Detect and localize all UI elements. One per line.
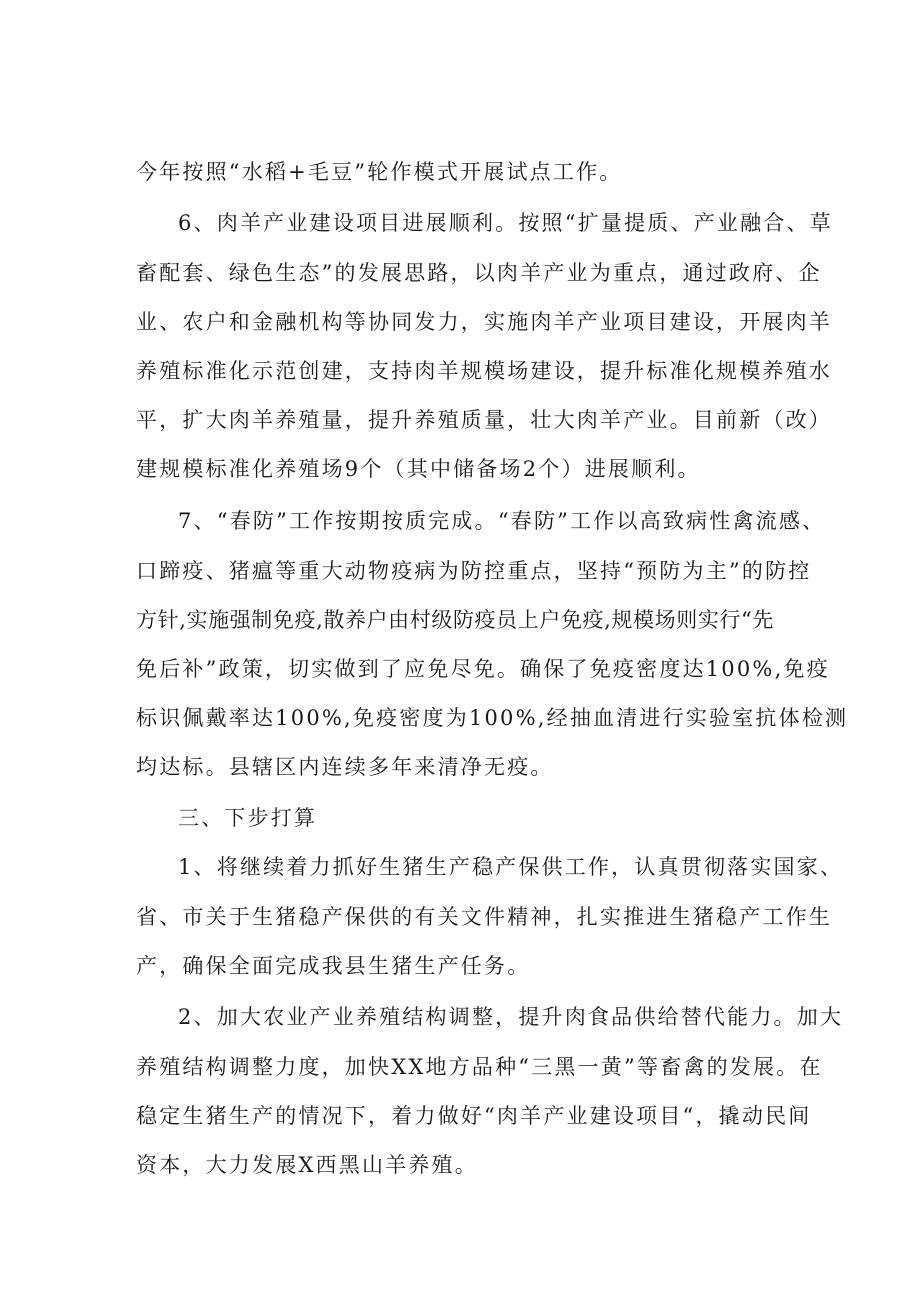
- paragraph-5-tail: 今年按照“水稻+毛豆”轮作模式开展试点工作。: [136, 160, 623, 184]
- paragraph-7-line-5: 标识佩戴率达100%,免疫密度为100%,经抽血清进行实验室抗体检测: [136, 706, 849, 730]
- paragraph-7-line-2: 口蹄疫、猪瘟等重大动物疫病为防控重点，坚持“预防为主”的防控: [136, 559, 812, 583]
- paragraph-6-line-3: 业、农户和金融机构等协同发力，实施肉羊产业项目建设，开展肉羊: [136, 310, 832, 334]
- next-step-1-line-1: 1、将继续着力抓好生猪生产稳产保供工作，认真贯彻落实国家、: [178, 855, 844, 879]
- next-step-1-line-3: 产，确保全面完成我县生猪生产任务。: [136, 954, 531, 978]
- next-step-2-line-3: 稳定生猪生产的情况下，着力做好“肉羊产业建设项目“，撬动民间: [136, 1104, 812, 1128]
- next-step-2-line-4: 资本，大力发展X西黑山羊养殖。: [136, 1153, 478, 1177]
- next-step-2-line-1: 2、加大农业产业养殖结构调整，提升肉食品供给替代能力。加大: [178, 1005, 844, 1029]
- next-step-2-line-2: 养殖结构调整力度，加快XX地方品种“三黑一黄”等畜禽的发展。在: [136, 1055, 823, 1079]
- paragraph-7-line-6: 均达标。县辖区内连续多年来清净无疫。: [136, 755, 554, 779]
- paragraph-7-line-3: 方针,实施强制免疫,散养户由村级防疫员上户免疫,规模场则实行“先: [136, 608, 774, 632]
- next-step-1-line-2: 省、市关于生猪稳产保供的有关文件精神，扎实推进生猪稳产工作生: [136, 905, 832, 929]
- paragraph-7-line-1: 7、“春防”工作按期按质完成。“春防”工作以高致病性禽流感、: [178, 509, 826, 533]
- paragraph-6-line-1: 6、肉羊产业建设项目进展顺利。按照“扩量提质、产业融合、草: [178, 211, 833, 235]
- paragraph-6-line-5: 平，扩大肉羊养殖量，提升养殖质量，壮大肉羊产业。目前新（改）: [136, 408, 832, 432]
- paragraph-6-line-4: 养殖标准化示范创建，支持肉羊规模场建设，提升标准化规模养殖水: [136, 359, 832, 383]
- section-heading-next-steps: 三、下步打算: [178, 806, 318, 830]
- paragraph-6-line-6: 建规模标准化养殖场9个（其中储备场2个）进展顺利。: [136, 457, 701, 481]
- paragraph-7-line-4: 免后补”政策，切实做到了应免尽免。确保了免疫密度达100%,免疫: [136, 657, 830, 681]
- paragraph-6-line-2: 畜配套、绿色生态”的发展思路，以肉羊产业为重点，通过政府、企: [136, 261, 822, 285]
